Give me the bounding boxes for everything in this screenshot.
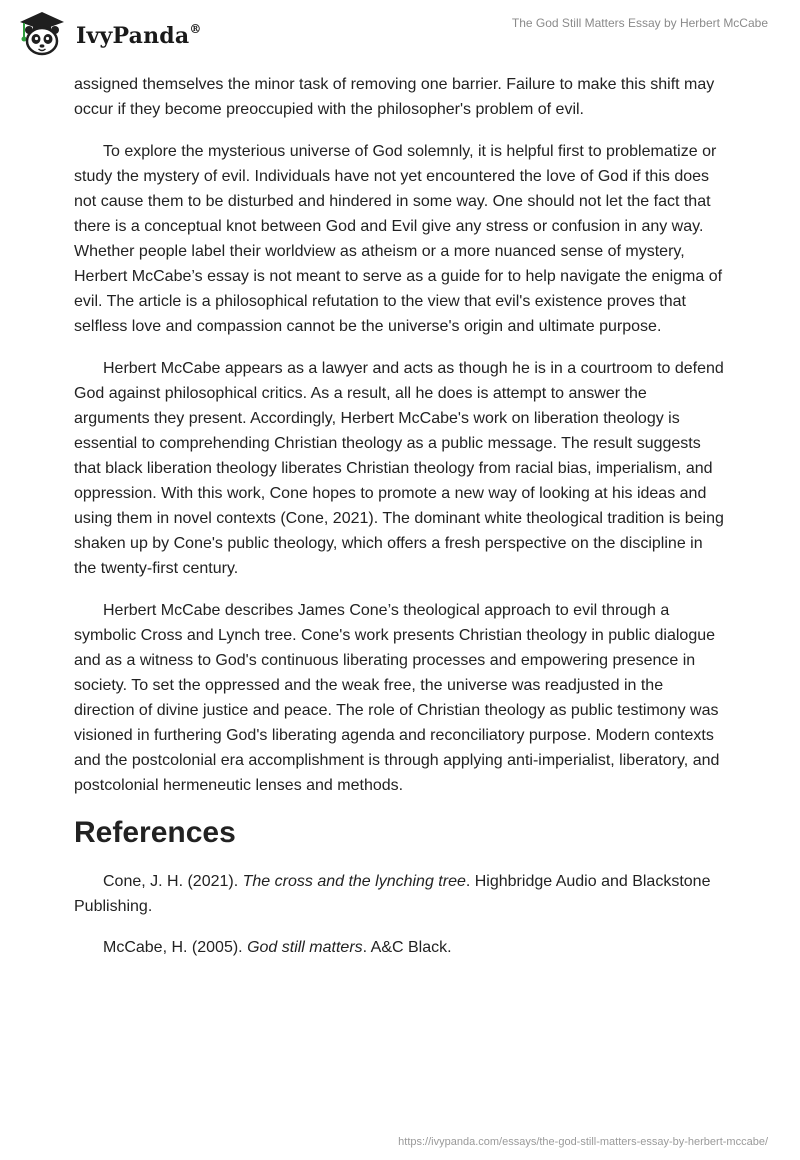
- reference-item: McCabe, H. (2005). God still matters. A&C Black.: [103, 939, 452, 956]
- reference-item: Cone, J. H. (2021). The cross and the lynching tree. Highbridge Audio and Blackstone Publishing.: [74, 873, 711, 915]
- paragraph: Herbert McCabe appears as a lawyer and acts as though he is in a courtroom to defend God against philosophical critics. As a result, all he does is attempt to answer the arguments they present. Accordingly, Herbert McCabe's work on liberation theology is essential to comprehending Christian theology as a public message. The result suggests that black liberation theology liberates Christian theology from racial bias, imperialism, and oppression. With this work, Cone hopes to promote a new way of looking at his ideas and using them in novel contexts (Cone, 2021). The dominant white theological tradition is being shaken up by Cone's public theology, which offers a fresh perspective on the discipline in the twenty-first century.: [74, 360, 724, 577]
- document-title: The God Still Matters Essay by Herbert McCabe: [511, 16, 768, 30]
- references-heading: References: [74, 816, 236, 849]
- essay-body: [74, 72, 726, 976]
- panda-graduate-icon: [14, 8, 70, 58]
- brand-name: IvyPanda®: [76, 21, 202, 49]
- page-header: [0, 0, 800, 70]
- paragraph: Herbert McCabe describes James Cone’s theological approach to evil through a symbolic Cross and Lynch tree. Cone's work presents Christian theology in public dialogue and as a witness to God's continuous liberating processes and empowering presence in society. To set the oppressed and the weak free, the universe was readjusted in the direction of divine justice and peace. The role of Christian theology as public testimony was visioned in furthering God's liberating agenda and reconciliatory purpose. Modern contexts and the postcolonial era accomplishment is through applying anti-imperialist, liberatory, and postcolonial hermeneutic lenses and methods.: [74, 602, 720, 794]
- paragraph: assigned themselves the minor task of removing one barrier. Failure to make this shift may occur if they become preoccupied with the philosopher's problem of evil.: [74, 76, 715, 118]
- source-url[interactable]: https://ivypanda.com/essays/the-god-still-matters-essay-by-herbert-mccabe/: [398, 1136, 768, 1148]
- paragraph: To explore the mysterious universe of God solemnly, it is helpful first to problematize or study the mystery of evil. Individuals have not yet encountered the love of God if this does not cause them to be disturbed and hindered in some way. One should not let the fact that there is a conceptual knot between God and Evil give any stress or confusion in any way. Whether people label their worldview as atheism or a more nuanced sense of mystery, Herbert McCabe’s essay is not meant to serve as a guide for to help navigate the enigma of evil. The article is a philosophical refutation to the view that evil's existence proves that selfless love and compassion cannot be the universe's origin and ultimate purpose.: [74, 143, 723, 335]
- ivypanda-logo[interactable]: [14, 8, 202, 58]
